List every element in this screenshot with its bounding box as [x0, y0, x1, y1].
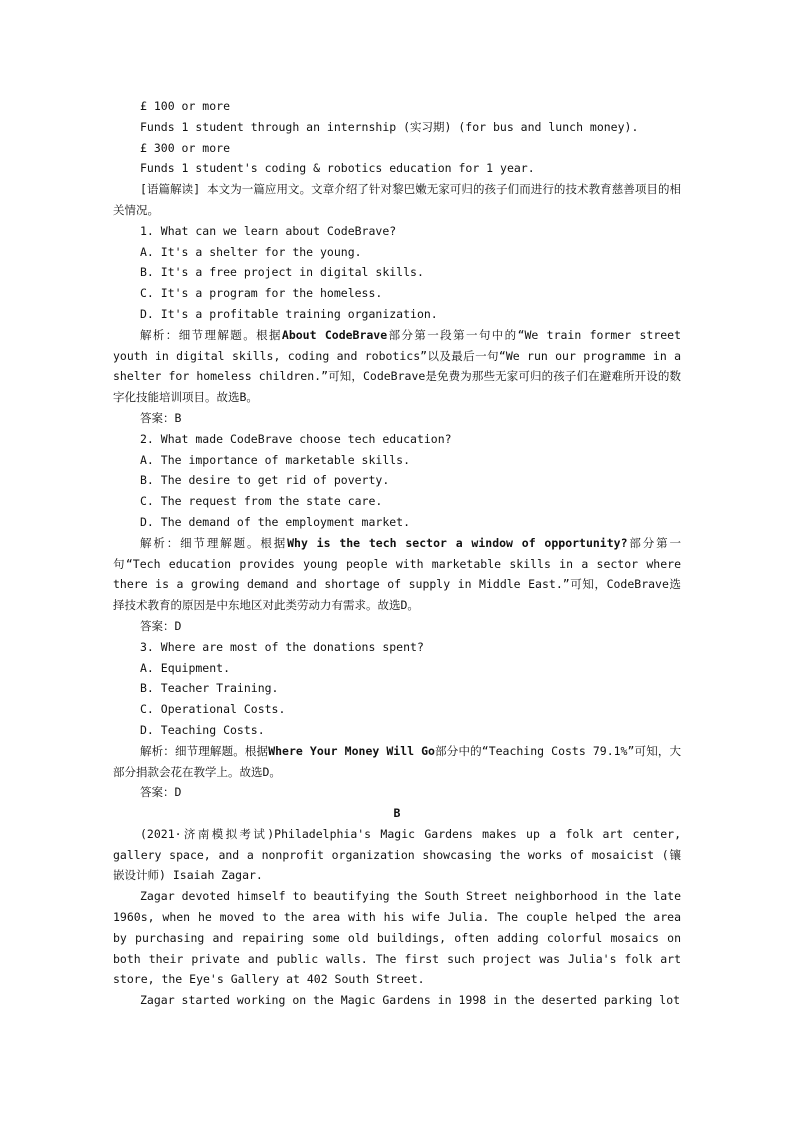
option-c: C. The request from the state care.	[140, 494, 383, 509]
section-b-heading: B	[393, 806, 401, 821]
option-a: A. The importance of marketable skills.	[140, 452, 411, 467]
explanation-body: 部分第一段第一句中的“We train former street youth in digital skills, coding and robotics”以及最后一句“We run our programme in a shelter for homeless children.”可知，CodeBrave是免费为那些无家可归的孩子们在避难所开设的数字化技能培训项目。故选B。	[113, 327, 682, 405]
explanation-section-ref: About CodeBrave	[281, 327, 388, 342]
explanation-body: 部分中的“Teaching Costs 79.1%”可知，大部分捐款会花在教学上。故选D。	[113, 743, 682, 779]
answer: 答案：D	[140, 618, 182, 633]
question-text: 3. Where are most of the donations spent?	[140, 639, 424, 654]
option-c: C. Operational Costs.	[140, 702, 286, 717]
option-a: A. Equipment.	[140, 660, 231, 675]
summary-paragraph: [语篇解读] 本文为一篇应用文。文章介绍了针对黎巴嫩无家可归的孩子们而进行的技术教育慈善项目的相关情况。	[113, 182, 681, 217]
question-text: 1. What can we learn about CodeBrave?	[140, 223, 397, 238]
question-2	[113, 429, 681, 637]
passage-paragraph-2: Zagar devoted himself to beautifying the South Street neighborhood in the late 1960s, when he moved to the area with his wife Julia. The couple helped the area by purchasing and repairing some old buildings, often adding colorful mosaics on both their private and public walls. The first such project was Julia's folk art store, the Eye's Gallery at 402 South Street.	[113, 889, 681, 987]
explanation-intro: 解析：细节理解题。根据	[140, 535, 288, 550]
option-d: D. It's a profitable training organization.	[140, 306, 438, 321]
fund-amount-2: £ 300 or more	[140, 140, 231, 155]
option-b: B. The desire to get rid of poverty.	[140, 473, 390, 488]
explanation-body: 部分第一句“Tech education provides young people with marketable skills in a sector where there is a growing demand and shortage of supply in Middle East.”可知，CodeBrave选择技术教育的原因是中东地区对此类劳动力有需求。故选D。	[113, 535, 682, 613]
explanation-intro: 解析：细节理解题。根据	[140, 327, 282, 342]
option-c: C. It's a program for the homeless.	[140, 286, 383, 301]
explanation-intro: 解析：细节理解题。根据	[140, 743, 269, 758]
explanation-section-ref: Where Your Money Will Go	[268, 743, 435, 758]
explanation-section-ref: Why is the tech sector a window of opportunity?	[287, 535, 628, 550]
fund-desc-2: Funds 1 student's coding & robotics education for 1 year.	[140, 161, 535, 176]
explanation	[113, 533, 681, 616]
question-text: 2. What made CodeBrave choose tech education?	[140, 431, 452, 446]
question-3	[113, 637, 681, 803]
explanation	[113, 741, 681, 783]
option-d: D. The demand of the employment market.	[140, 514, 411, 529]
option-b: B. It's a free project in digital skills.	[140, 265, 424, 280]
document-page	[113, 96, 681, 1011]
answer: 答案：B	[140, 410, 182, 425]
option-a: A. It's a shelter for the young.	[140, 244, 362, 259]
option-b: B. Teacher Training.	[140, 681, 279, 696]
question-1	[113, 221, 681, 429]
fund-amount-1: £ 100 or more	[140, 99, 231, 113]
explanation	[113, 325, 681, 408]
answer: 答案：D	[140, 785, 182, 800]
option-d: D. Teaching Costs.	[140, 722, 265, 737]
passage-paragraph-3: Zagar started working on the Magic Gardens in 1998 in the deserted parking lot	[140, 993, 681, 1008]
fund-desc-1: Funds 1 student through an internship (实习期) (for bus and lunch money).	[140, 119, 639, 134]
passage-paragraph-1: (2021·济南模拟考试)Philadelphia's Magic Gardens makes up a folk art center, gallery space, and a nonprofit organization showcasing the works of mosaicist (镶嵌设计师) Isaiah Zagar.	[113, 826, 681, 883]
